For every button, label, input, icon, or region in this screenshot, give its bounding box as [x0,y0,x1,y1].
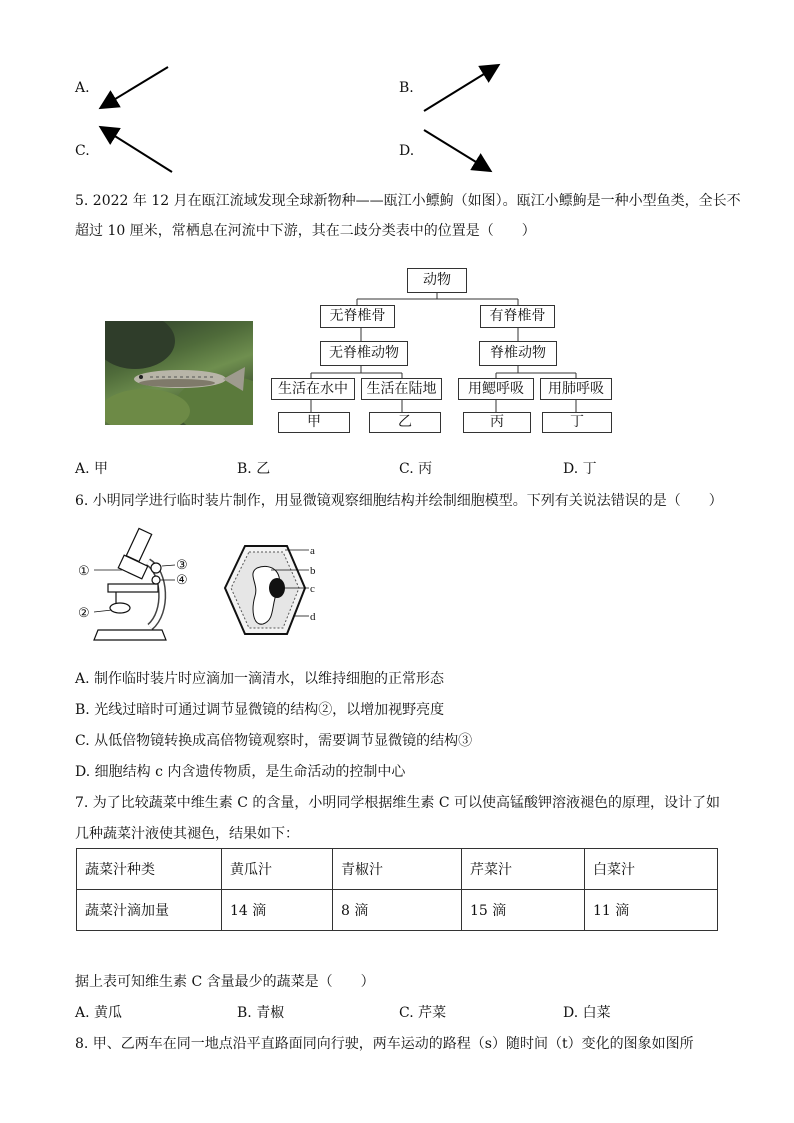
microscope-label-1: ① [78,564,90,579]
q7-option-c: C. 芹菜 [399,1005,447,1021]
tree-root-box: 动物 [407,268,467,293]
fine-knob-icon [152,576,160,584]
cell-label-a: a [310,545,315,557]
table-cell: 青椒汁 [333,849,462,890]
q6-stem: 6. 小明同学进行临时装片制作，用显微镜观察细胞结构并绘制细胞模型。下列有关说法错误的是（ ） [75,493,723,509]
base-icon [94,630,166,640]
q5-option-c: C. 丙 [399,461,433,477]
q4-option-a-label: A. [75,80,90,96]
table-cell: 8 滴 [333,890,462,931]
tree-node-backbone: 有脊椎骨 [480,305,555,328]
table-cell: 黄瓜汁 [222,849,333,890]
q7-question: 据上表可知维生素 C 含量最少的蔬菜是（ ） [75,974,375,990]
cell-label-c: c [310,583,315,595]
q8-stem-line1: 8. 甲、乙两车在同一地点沿平直路面同向行驶，两车运动的路程（s）随时间（t）变化的图象如图所 [75,1036,694,1052]
microscope-figure [70,522,200,647]
coarse-knob-icon [151,563,161,573]
q5-stem-line1: 5. 2022 年 12 月在瓯江流域发现全球新物种——瓯江小鳔鮈（如图）。瓯江小鳔鮈是一种小型鱼类，全长不 [75,193,741,209]
tree-node-lungs: 用肺呼吸 [540,378,612,400]
microscope-label-2: ② [78,606,90,621]
tree-node-no-backbone: 无脊椎骨 [320,305,395,328]
q7-stem-line1: 7. 为了比较蔬菜中维生素 C 的含量，小明同学根据维生素 C 可以使高锰酸钾溶液褪色的原理，设计了如 [75,795,721,811]
tree-leaf-ding: 丁 [542,412,612,433]
microscope-label-3: ③ [176,558,188,573]
q4-option-b-label: B. [399,80,414,96]
q4-option-c-label: C. [75,143,90,159]
mirror-icon [110,603,130,613]
plant-cell-figure [215,540,325,650]
tree-node-vertebrate: 脊椎动物 [479,341,557,366]
table-cell: 蔬菜汁种类 [77,849,222,890]
cell-label-b: b [310,565,316,577]
q7-option-a: A. 黄瓜 [75,1005,123,1021]
tree-leaf-yi: 乙 [369,412,441,433]
stage-icon [108,584,158,592]
q4-option-d-label: D. [399,143,415,159]
vegetable-juice-table [76,848,718,931]
q7-option-d: D. 白菜 [563,1005,611,1021]
tree-node-on-land: 生活在陆地 [361,378,442,400]
table-cell: 蔬菜汁滴加量 [77,890,222,931]
tree-node-invertebrate: 无脊椎动物 [320,341,408,366]
q6-option-a: A. 制作临时装片时应滴加一滴清水，以维持细胞的正常形态 [75,671,445,687]
table-cell: 14 滴 [222,890,333,931]
q5-option-a: A. 甲 [75,461,109,477]
tree-node-in-water: 生活在水中 [271,378,355,400]
nucleus-icon [269,578,285,598]
tree-node-gills: 用鳃呼吸 [458,378,534,400]
q6-option-d: D. 细胞结构 c 内含遗传物质，是生命活动的控制中心 [75,764,406,780]
q7-stem-line2: 几种蔬菜汁液使其褪色，结果如下： [75,826,299,842]
eyepiece-tube-icon [126,528,151,561]
tree-leaf-jia: 甲 [278,412,350,433]
q5-stem-line2: 超过 10 厘米，常栖息在河流中下游，其在二歧分类表中的位置是（ ） [75,223,536,239]
table-cell: 11 滴 [585,890,718,931]
q6-option-c: C. 从低倍物镜转换成高倍物镜观察时，需要调节显微镜的结构③ [75,733,473,749]
table-cell: 芹菜汁 [462,849,585,890]
q7-option-b: B. 青椒 [237,1005,285,1021]
cell-label-d: d [310,611,316,623]
nosepiece-icon [118,555,147,579]
table-cell: 白菜汁 [585,849,718,890]
table-row [77,890,718,931]
classification-tree-lines [0,0,794,440]
table-header-row [77,849,718,890]
q5-option-d: D. 丁 [563,461,597,477]
q6-option-b: B. 光线过暗时可通过调节显微镜的结构②，以增加视野亮度 [75,702,445,718]
q5-option-b: B. 乙 [237,461,271,477]
tree-leaf-bing: 丙 [463,412,531,433]
microscope-label-4: ④ [176,573,188,588]
table-cell: 15 滴 [462,890,585,931]
